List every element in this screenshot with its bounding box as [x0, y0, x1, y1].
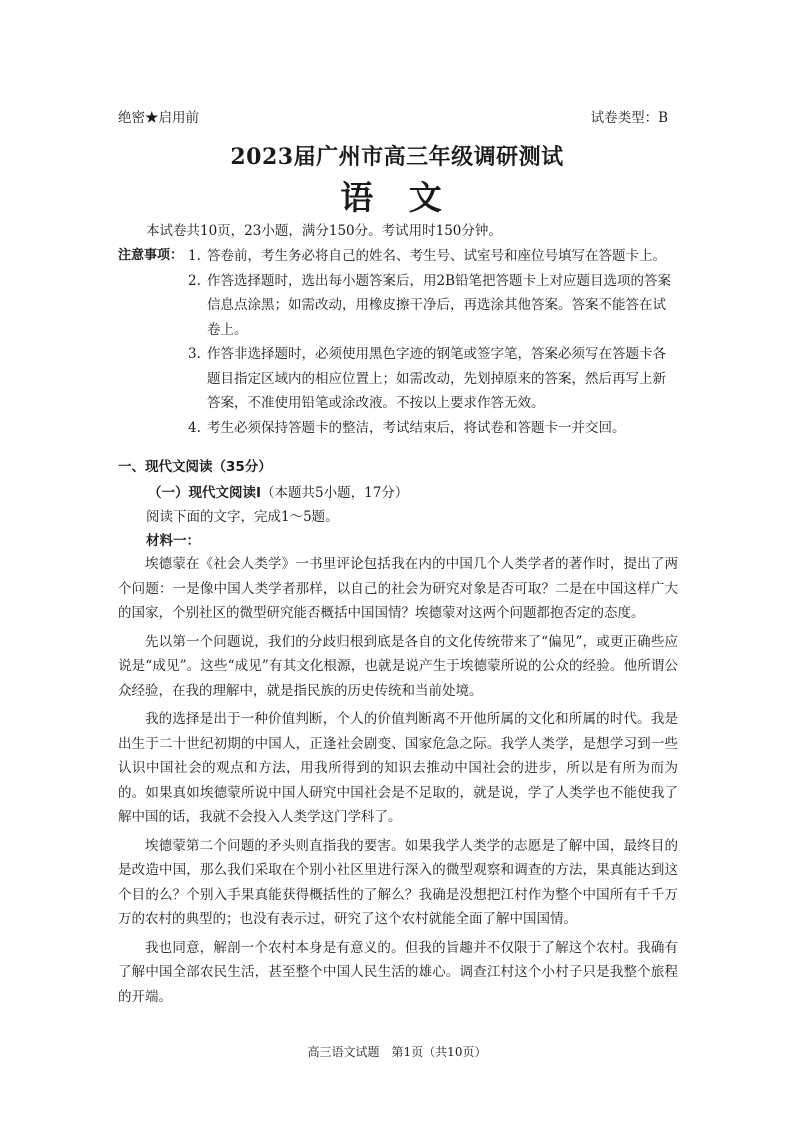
section-heading: 一、现代文阅读（35分）	[118, 459, 272, 475]
passage-paragraph: 我的选择是出于一种价值判断，个人的价值判断离不开他所属的文化和所属的时代。我是出生于二十世纪初期的中国人，正逢社会剧变、国家危急之际。我学人类学，是想学习到一些认识中国社会的观点和方法，用我所得到的知识去推动中国社会的进步，所以是有所为而为的。如果真如埃德蒙所说中国人研究中国社会是不足取的，就是说，学了人类学也不能使我了解中国的话，我就不会投入人类学这门学科了。	[118, 711, 678, 825]
notes-label: 注意事项：	[118, 248, 184, 263]
subsection-detail: （本题共5小题，17分）	[261, 485, 409, 501]
exam-title: 2023届广州市高三年级调研测试	[230, 144, 564, 170]
passage-paragraph: 先以第一个问题说，我们的分歧归根到底是各自的文化传统带来了“偏见”，或更正确些应说是“成见”。这些“成见”有其文化根源，也就是说产生于埃德蒙所说的公众的经验。他所谓公众经验，在我的理解中，就是指民族的历史传统和当前处境。	[118, 633, 678, 699]
paper-type-label: 试卷类型：B	[590, 110, 668, 126]
note-number: 1.	[188, 248, 201, 264]
reading-instruction: 阅读下面的文字，完成1～5题。	[146, 509, 339, 525]
notes-block	[118, 244, 678, 440]
note-item	[118, 416, 678, 441]
subject-title: 语 文	[340, 178, 454, 217]
note-number: 3.	[188, 346, 201, 362]
subsection-title: （一）现代文阅读Ⅰ	[148, 485, 262, 501]
passage-paragraph: 埃德蒙第二个问题的矛头则直指我的要害。如果我学人类学的志愿是了解中国，最终目的是改造中国，那么我们采取在个别小社区里进行深入的微型观察和调查的方法，果真能达到这个目的么？个别入手果真能获得概括性的了解么？我确是没想把江村作为整个中国所有千千万万的农村的典型的；也没有表示过，研究了这个农村就能全面了解中国国情。	[118, 837, 678, 927]
note-item	[118, 244, 678, 269]
note-text: 作答非选择题时，必须使用黑色字迹的钢笔或签字笔，答案必须写在答题卡各题目指定区域内的相应位置上；如需改动，先划掉原来的答案，然后再写上新答案，不准使用铅笔或涂改液。不按以上要求作答无效。	[207, 346, 666, 411]
passage-body	[118, 552, 678, 1013]
note-item	[118, 342, 678, 416]
note-number: 4.	[188, 419, 201, 436]
note-text: 作答选择题时，选出每小题答案后，用2B铅笔把答题卡上对应题目选项的答案信息点涂黑；如需改动，用橡皮擦干净后，再选涂其他答案。答案不能答在试卷上。	[207, 272, 672, 338]
subsection-heading	[148, 481, 408, 501]
passage-paragraph: 埃德蒙在《社会人类学》一书里评论包括我在内的中国几个人类学者的著作时，提出了两个问题：一是像中国人类学者那样，以自己的社会为研究对象是否可取？二是在中国这样广大的国家，个别社区的微型研究能否概括中国国情？埃德蒙对这两个问题都抱否定的态度。	[118, 556, 678, 621]
passage-paragraph: 我也同意，解剖一个农村本身是有意义的。但我的旨趣并不仅限于了解这个农村。我确有了解中国全部农民生活，甚至整个中国人民生活的雄心。调查江村这个小村子只是我整个旅程的开端。	[118, 939, 678, 1005]
note-text: 答卷前，考生务必将自己的姓名、考生号、试室号和座位号填写在答题卡上。	[207, 248, 666, 264]
exam-info: 本试卷共10页，23小题，满分150分。考试用时150分钟。	[146, 223, 502, 239]
material-label: 材料一：	[146, 533, 200, 549]
note-item	[118, 269, 678, 343]
page-footer: 高三语文试题 第1页（共10页）	[307, 1045, 487, 1059]
note-number: 2.	[188, 272, 201, 289]
confidential-label: 绝密★启用前	[118, 110, 199, 126]
note-text: 考生必须保持答题卡的整洁，考试结束后，将试卷和答题卡一并交回。	[207, 419, 626, 436]
